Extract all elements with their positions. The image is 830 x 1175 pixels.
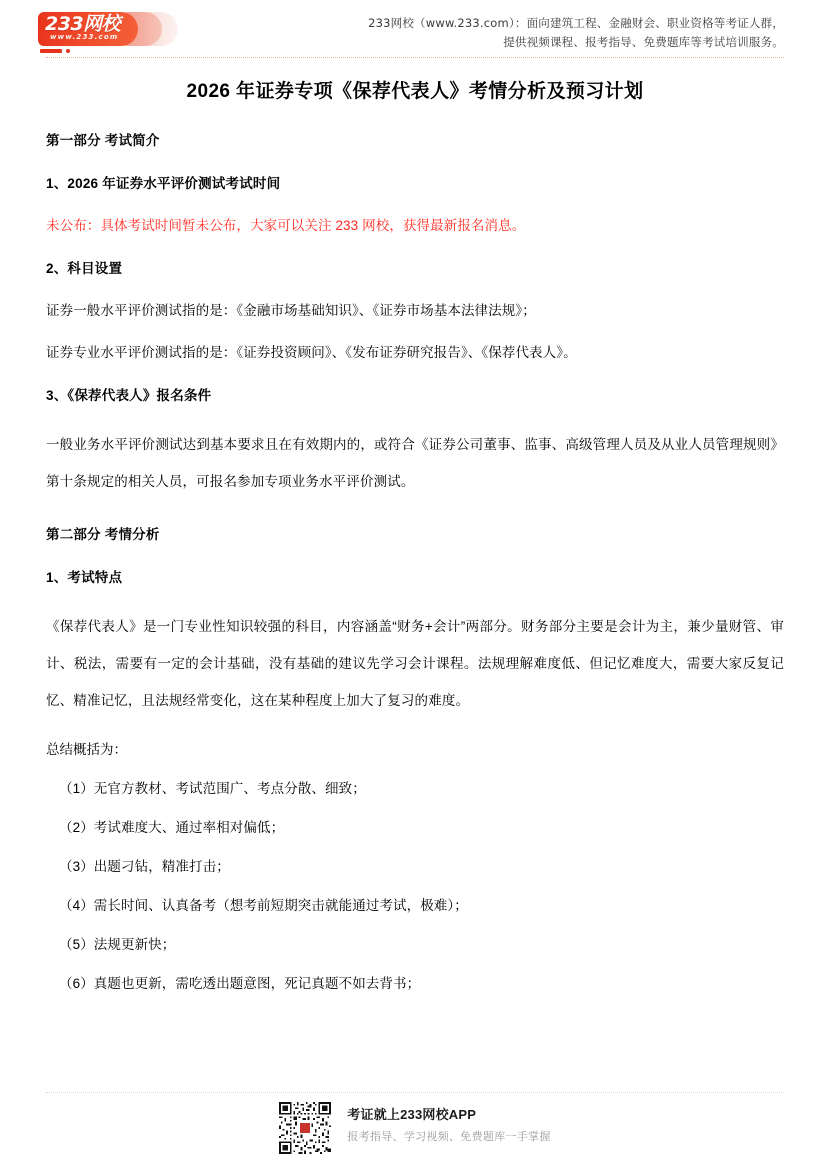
header-slogan-line-2: 提供视频课程、报考指导、免费题库等考试培训服务。 — [503, 35, 784, 49]
list-item: （6）真题也更新，需吃透出题意图，死记真题不如去背书； — [59, 976, 421, 991]
logo-url-text: www.233.com — [50, 33, 119, 41]
logo-badge — [38, 12, 138, 46]
page-title: 2026 年证券专项《保荐代表人》考情分析及预习计划 — [186, 81, 644, 102]
exam-time-notice: 未公布：具体考试时间暂未公布，大家可以关注 233 网校，获得最新报名消息。 — [46, 218, 526, 233]
subjects-general-line: 证券一般水平评价测试指的是：《金融市场基础知识》、《证券市场基本法律法规》； — [46, 303, 536, 318]
list-item: （5）法规更新快； — [59, 937, 176, 952]
brand-logo — [38, 10, 198, 54]
heading-eligibility: 3、《保荐代表人》报名条件 — [46, 388, 212, 403]
list-item: （1）无官方教材、考试范围广、考点分散、细致； — [59, 781, 366, 796]
list-item: （3）出题刁钻，精准打击； — [59, 859, 230, 874]
footer-app-title: 考证就上233网校APP — [347, 1107, 477, 1122]
subjects-professional-line: 证券专业水平评价测试指的是：《证券投资顾问》、《发布证券研究报告》、《保荐代表人》。 — [46, 345, 577, 360]
list-item: （2）考试难度大、通过率相对偏低； — [59, 820, 285, 835]
heading-part-two: 第二部分 考情分析 — [46, 527, 160, 542]
document-footer — [0, 1080, 830, 1175]
footer-divider — [46, 1092, 784, 1093]
exam-features-paragraph: 《保荐代表人》是一门专业性知识较强的科目，内容涵盖“财务+会计”两部分。财务部分主要是会计为主，兼少量财管、审计、税法，需要有一定的会计基础，没有基础的建议先学习会计课程。法规理解难度低、但记忆难度大，需要大家反复记忆、精准记忆，且法规经常变化，这在某种程度上加大了复习的难度。 — [46, 619, 784, 708]
qr-code-icon — [279, 1102, 331, 1154]
header-slogan-line-1: 233网校（www.233.com）：面向建筑工程、金融财会、职业资格等考证人群， — [368, 16, 784, 30]
document-body — [0, 78, 830, 995]
logo-underline-dot — [66, 49, 70, 53]
summary-lead: 总结概括为： — [46, 742, 127, 757]
logo-text: 233网校 — [45, 13, 121, 35]
list-item: （4）需长时间、认真备考（想考前短期突击就能通过考试，极难）； — [59, 898, 468, 913]
header-slogan — [368, 10, 784, 52]
logo-underline-bar — [40, 49, 62, 53]
footer-app-subtitle: 报考指导、学习视频、免费题库一手掌握 — [347, 1131, 551, 1143]
heading-subjects: 2、科目设置 — [46, 261, 123, 276]
heading-exam-time: 1、2026 年证券水平评价测试考试时间 — [46, 176, 281, 191]
eligibility-paragraph: 一般业务水平评价测试达到基本要求且在有效期内的，或符合《证券公司董事、监事、高级管理人员及从业人员管理规则》第十条规定的相关人员，可报名参加专项业务水平评价测试。 — [46, 437, 784, 489]
document-header — [0, 0, 830, 58]
header-divider — [46, 57, 784, 58]
heading-part-one: 第一部分 考试简介 — [46, 133, 160, 148]
heading-exam-features: 1、考试特点 — [46, 570, 123, 585]
